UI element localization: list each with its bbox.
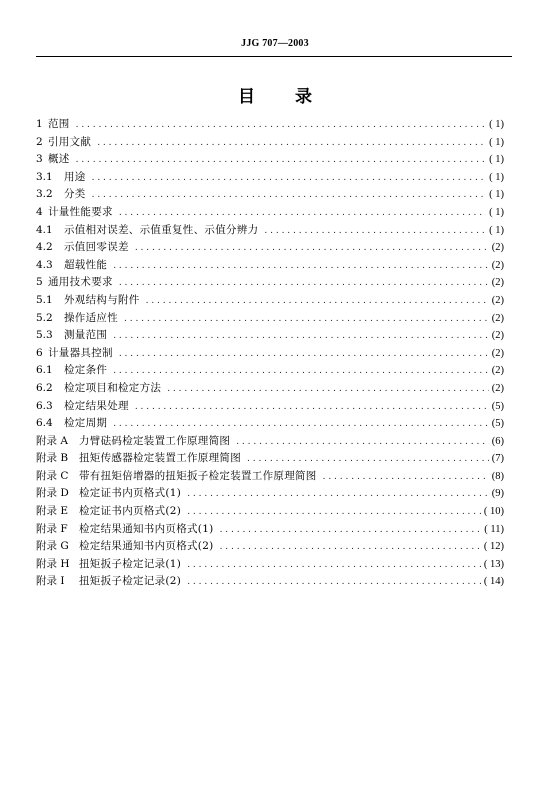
- toc-entry-number: 4.2: [36, 241, 53, 254]
- toc-entry[interactable]: [36, 433, 504, 451]
- toc-entry-number: 3: [36, 153, 43, 166]
- toc-entry[interactable]: [36, 398, 504, 416]
- toc-entry-number: 附录 D: [36, 487, 69, 500]
- toc-entry-number: 6.3: [36, 399, 53, 412]
- toc-entry-page: (2): [491, 347, 504, 359]
- toc-entry-page: (2): [491, 330, 504, 342]
- toc-entry-page: ( 13): [483, 558, 504, 570]
- toc-entry[interactable]: [36, 257, 504, 275]
- toc-entry-number: 附录 G: [36, 540, 69, 553]
- toc-dot-leader: [167, 381, 489, 399]
- toc-entry-number: 5: [36, 276, 43, 289]
- toc-entry[interactable]: [36, 468, 504, 486]
- toc-entry[interactable]: [36, 186, 504, 204]
- toc-dot-leader: [119, 205, 486, 223]
- toc-entry-title: 计量器具控制: [48, 346, 113, 359]
- toc-entry-page: ( 10): [483, 506, 504, 518]
- toc-entry[interactable]: [36, 573, 504, 591]
- toc-entry-page: (9): [491, 488, 504, 500]
- toc-entry[interactable]: [36, 503, 504, 521]
- toc-entry-number: 5.2: [36, 311, 53, 324]
- toc-entry[interactable]: [36, 151, 504, 169]
- toc-dot-leader: [113, 363, 489, 381]
- toc-dot-leader: [323, 469, 489, 487]
- toc-entry-title: 扭矩传感器检定装置工作原理简图: [79, 452, 241, 465]
- toc-entry[interactable]: [36, 134, 504, 152]
- toc-entry-title: 检定结果通知书内页格式(2): [79, 540, 214, 553]
- header-divider: [36, 56, 512, 57]
- toc-dot-leader: [220, 522, 482, 540]
- toc-entry-page: (2): [491, 312, 504, 324]
- toc-entry-title: 超载性能: [64, 258, 108, 271]
- toc-entry-title: 示值回零误差: [64, 241, 129, 254]
- toc-entry-title: 概述: [48, 153, 70, 166]
- toc-entry-page: ( 11): [484, 523, 504, 535]
- toc-dot-leader: [187, 486, 489, 504]
- toc-entry-number: 附录 F: [36, 522, 68, 535]
- toc-entry[interactable]: [36, 222, 504, 240]
- table-of-contents: [36, 116, 504, 591]
- toc-entry-page: (6): [491, 435, 504, 447]
- toc-entry-page: (7): [491, 453, 504, 465]
- toc-entry-title: 操作适应性: [64, 311, 118, 324]
- toc-entry-title: 检定证书内页格式(1): [79, 487, 182, 500]
- toc-entry-number: 4.1: [36, 223, 53, 236]
- toc-dot-leader: [124, 311, 489, 329]
- toc-dot-leader: [113, 258, 489, 276]
- toc-entry-number: 3.2: [36, 188, 53, 201]
- toc-entry-number: 附录 A: [36, 434, 68, 447]
- toc-dot-leader: [187, 504, 481, 522]
- toc-dot-leader: [92, 170, 487, 188]
- toc-entry[interactable]: [36, 362, 504, 380]
- toc-entry-page: (2): [491, 259, 504, 271]
- toc-entry-title: 检定项目和检定方法: [64, 381, 162, 394]
- toc-entry-title: 检定结果通知书内页格式(1): [79, 522, 214, 535]
- toc-entry-title: 外观结构与附件: [64, 293, 140, 306]
- toc-entry-number: 5.3: [36, 329, 53, 342]
- toc-entry-title: 通用技术要求: [48, 276, 113, 289]
- toc-entry[interactable]: [36, 521, 504, 539]
- toc-entry-number: 5.1: [36, 293, 53, 306]
- toc-entry[interactable]: [36, 292, 504, 310]
- toc-entry-title: 检定证书内页格式(2): [79, 505, 182, 518]
- toc-entry-page: ( 1): [489, 189, 504, 201]
- toc-entry-page: ( 1): [489, 171, 504, 183]
- toc-entry-page: ( 1): [489, 224, 504, 236]
- toc-entry[interactable]: [36, 239, 504, 257]
- toc-entry-page: ( 1): [489, 136, 504, 148]
- toc-entry-title: 检定周期: [64, 417, 108, 430]
- toc-entry-page: (8): [491, 470, 504, 482]
- toc-entry-page: (2): [491, 277, 504, 289]
- toc-entry-page: (2): [491, 294, 504, 306]
- toc-dot-leader: [76, 117, 487, 135]
- toc-entry-page: (2): [491, 382, 504, 394]
- toc-entry-page: (5): [491, 418, 504, 430]
- toc-entry-number: 4: [36, 205, 43, 218]
- toc-entry-title: 带有扭矩倍增器的扭矩扳子检定装置工作原理简图: [79, 469, 317, 482]
- toc-entry-number: 2: [36, 135, 43, 148]
- toc-entry[interactable]: [36, 169, 504, 187]
- toc-entry-page: ( 1): [489, 206, 504, 218]
- toc-entry-number: 附录 B: [36, 452, 69, 465]
- toc-entry-title: 引用文献: [48, 135, 92, 148]
- toc-entry-number: 6: [36, 346, 43, 359]
- toc-entry-title: 分类: [64, 188, 86, 201]
- toc-entry-title: 用途: [64, 170, 86, 183]
- toc-dot-leader: [97, 135, 486, 153]
- toc-entry-page: ( 1): [489, 154, 504, 166]
- toc-entry-number: 6.1: [36, 364, 53, 377]
- page-title: [0, 82, 550, 107]
- toc-entry[interactable]: [36, 556, 504, 574]
- toc-dot-leader: [113, 328, 489, 346]
- toc-entry-page: ( 12): [483, 541, 504, 553]
- toc-entry-title: 扭矩扳子检定记录(1): [79, 557, 182, 570]
- toc-dot-leader: [76, 152, 487, 170]
- toc-dot-leader: [92, 187, 487, 205]
- toc-entry-number: 附录 I: [36, 575, 65, 588]
- toc-entry[interactable]: [36, 310, 504, 328]
- toc-entry-page: (2): [491, 365, 504, 377]
- toc-dot-leader: [264, 223, 486, 241]
- toc-dot-leader: [113, 416, 489, 434]
- toc-dot-leader: [135, 399, 489, 417]
- toc-entry[interactable]: [36, 485, 504, 503]
- toc-entry-title: 测量范围: [64, 329, 108, 342]
- toc-entry-title: 计量性能要求: [48, 205, 113, 218]
- toc-entry-number: 附录 H: [36, 557, 70, 570]
- toc-dot-leader: [187, 574, 481, 592]
- toc-dot-leader: [135, 240, 489, 258]
- toc-entry-title: 示值相对误差、示值重复性、示值分辨力: [64, 223, 259, 236]
- title-char-1: 目: [238, 87, 255, 107]
- toc-entry-number: 3.1: [36, 170, 53, 183]
- toc-entry-title: 检定条件: [64, 364, 108, 377]
- toc-entry[interactable]: [36, 274, 504, 292]
- toc-entry-page: ( 14): [483, 576, 504, 588]
- toc-entry-number: 1: [36, 118, 43, 130]
- toc-entry-page: (2): [491, 242, 504, 254]
- toc-entry-page: (5): [491, 400, 504, 412]
- toc-dot-leader: [236, 434, 489, 452]
- toc-entry[interactable]: [36, 116, 504, 134]
- toc-entry[interactable]: [36, 450, 504, 468]
- toc-entry[interactable]: [36, 415, 504, 433]
- toc-entry-title: 扭矩扳子检定记录(2): [79, 575, 182, 588]
- toc-entry-number: 4.3: [36, 258, 53, 271]
- toc-entry-number: 6.2: [36, 381, 53, 394]
- toc-dot-leader: [119, 275, 489, 293]
- toc-entry-title: 范围: [48, 118, 70, 130]
- toc-entry-title: 检定结果处理: [64, 399, 129, 412]
- toc-entry-title: 力臂砝码检定装置工作原理简图: [79, 434, 231, 447]
- toc-dot-leader: [247, 451, 489, 469]
- toc-entry-number: 附录 E: [36, 505, 69, 518]
- document-code-header: JJG 707—2003: [241, 38, 309, 49]
- title-char-2: 录: [295, 87, 312, 107]
- toc-entry[interactable]: [36, 327, 504, 345]
- toc-dot-leader: [119, 346, 489, 364]
- toc-dot-leader: [220, 539, 481, 557]
- toc-dot-leader: [146, 293, 489, 311]
- toc-entry[interactable]: [36, 204, 504, 222]
- toc-entry[interactable]: [36, 380, 504, 398]
- toc-entry-number: 附录 C: [36, 469, 69, 482]
- toc-entry[interactable]: [36, 345, 504, 363]
- toc-entry[interactable]: [36, 538, 504, 556]
- toc-dot-leader: [187, 557, 481, 575]
- toc-entry-page: ( 1): [489, 119, 504, 130]
- toc-entry-number: 6.4: [36, 417, 53, 430]
